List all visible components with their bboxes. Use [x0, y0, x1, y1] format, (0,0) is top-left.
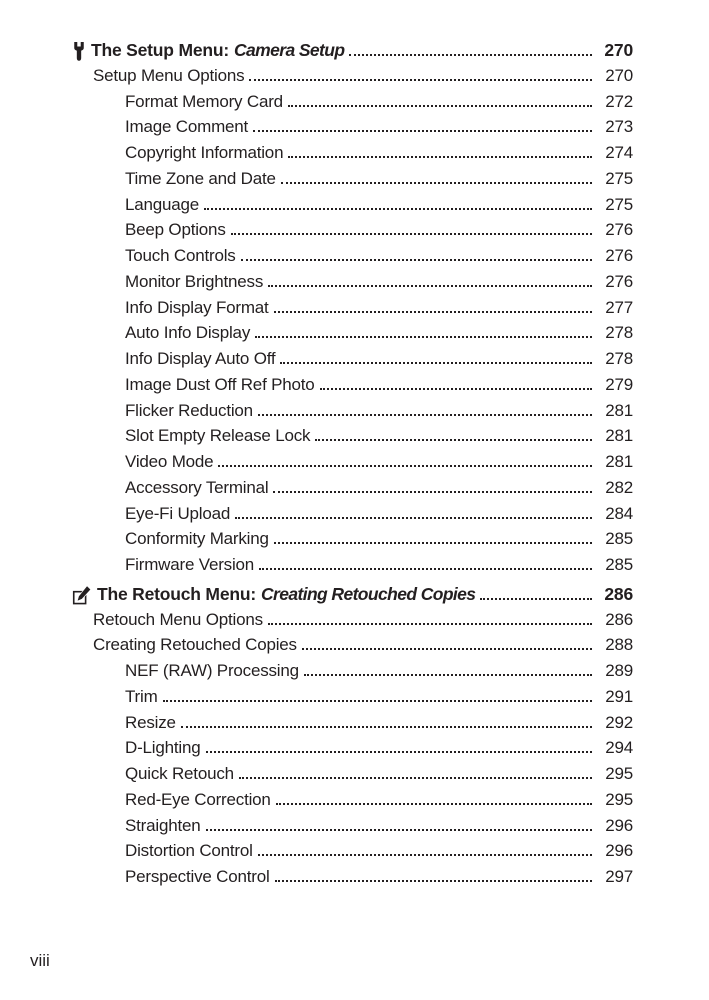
toc-entry-page-number: 284 — [605, 503, 633, 523]
toc-entry-page-number: 276 — [605, 271, 633, 291]
toc-entry-label: Image Comment — [125, 117, 249, 137]
dot-leader — [231, 233, 592, 235]
toc-heading-page-number: 286 — [604, 583, 633, 604]
toc-entry-label: Time Zone and Date — [125, 168, 276, 188]
toc-entry-label: Creating Retouched Copies — [93, 635, 297, 655]
toc-entry-page-number: 285 — [605, 555, 633, 574]
toc-entry[interactable] — [72, 760, 633, 786]
toc-entry-page-number: 273 — [605, 117, 633, 137]
dot-leader — [276, 803, 592, 805]
toc-entry-label: Resize — [125, 712, 176, 732]
toc-entry-page-number: 272 — [605, 91, 633, 111]
toc-heading-title: The Retouch Menu: — [97, 583, 256, 604]
dot-leader — [218, 465, 592, 467]
dot-leader — [241, 259, 592, 261]
toc-entry[interactable] — [72, 709, 633, 735]
table-of-contents — [72, 36, 633, 889]
toc-entry-page-number: 296 — [605, 815, 633, 835]
toc-entry-label: Info Display Format — [125, 297, 269, 317]
toc-section-heading[interactable] — [72, 36, 633, 62]
dot-leader — [288, 105, 592, 107]
toc-entry[interactable] — [72, 786, 633, 812]
toc-entry-page-number: 295 — [605, 789, 633, 809]
dot-leader — [204, 208, 592, 210]
toc-entry-label: Setup Menu Options — [93, 65, 245, 85]
toc-entry-page-number: 281 — [605, 426, 633, 446]
dot-leader — [302, 648, 592, 650]
dot-leader — [235, 517, 592, 519]
toc-entry-page-number: 277 — [605, 297, 633, 317]
dot-leader — [281, 182, 592, 184]
toc-entry[interactable] — [72, 500, 633, 526]
toc-entry-label: Straighten — [125, 815, 201, 835]
toc-entry-label: Firmware Version — [125, 555, 255, 574]
toc-entry-label: Format Memory Card — [125, 91, 283, 111]
toc-section-heading[interactable] — [72, 580, 633, 606]
dot-leader — [349, 54, 592, 56]
toc-entry-page-number: 281 — [605, 452, 633, 471]
toc-entry[interactable] — [72, 139, 633, 165]
toc-entry[interactable] — [72, 812, 633, 838]
dot-leader — [163, 700, 592, 702]
dot-leader — [253, 130, 592, 132]
toc-entry-label: Image Dust Off Ref Photo — [125, 374, 315, 394]
toc-entry[interactable] — [72, 551, 633, 577]
toc-entry[interactable] — [72, 683, 633, 709]
toc-entry-label: Beep Options — [125, 220, 226, 240]
toc-entry[interactable] — [72, 474, 633, 500]
toc-entry-page-number: 297 — [605, 867, 633, 886]
toc-entry-page-number: 294 — [605, 738, 633, 758]
toc-entry[interactable] — [72, 62, 633, 88]
toc-entry[interactable] — [72, 242, 633, 268]
toc-entry-label: Monitor Brightness — [125, 271, 264, 291]
toc-entry[interactable] — [72, 397, 633, 423]
toc-entry[interactable] — [72, 88, 633, 114]
toc-entry-page-number: 285 — [605, 529, 633, 549]
dot-leader — [206, 751, 593, 753]
toc-entry-page-number: 292 — [605, 712, 633, 732]
toc-heading-subtitle: Camera Setup — [233, 40, 345, 60]
toc-entry-label: Eye-Fi Upload — [125, 503, 231, 523]
dot-leader — [259, 568, 592, 570]
toc-entry-page-number: 288 — [605, 635, 633, 655]
toc-heading-subtitle: Creating Retouched Copies — [260, 583, 476, 604]
toc-entry-label: Language — [125, 194, 200, 214]
toc-entry[interactable] — [72, 657, 633, 683]
toc-heading-page-number: 270 — [604, 40, 633, 60]
toc-entry[interactable] — [72, 319, 633, 345]
dot-leader — [275, 880, 592, 882]
toc-entry-page-number: 289 — [605, 661, 633, 680]
toc-entry[interactable] — [72, 113, 633, 139]
toc-entry-page-number: 295 — [605, 764, 633, 783]
toc-entry-label: Slot Empty Release Lock — [125, 426, 311, 446]
toc-entry[interactable] — [72, 294, 633, 320]
toc-entry[interactable] — [72, 734, 633, 760]
toc-entry-label: Distortion Control — [125, 841, 253, 861]
folio-page-number: viii — [30, 951, 50, 970]
toc-entry[interactable] — [72, 345, 633, 371]
toc-entry[interactable] — [72, 837, 633, 863]
toc-heading-title: The Setup Menu: — [91, 40, 229, 60]
toc-entry-label: Copyright Information — [125, 143, 284, 162]
toc-entry-label: Quick Retouch — [125, 764, 234, 783]
toc-entry-label: Perspective Control — [125, 867, 270, 886]
toc-entry-page-number: 276 — [605, 220, 633, 240]
toc-entry[interactable] — [72, 863, 633, 889]
toc-entry-label: Retouch Menu Options — [93, 609, 263, 629]
dot-leader — [239, 777, 592, 779]
dot-leader — [258, 414, 592, 416]
toc-entry-page-number: 279 — [605, 374, 633, 394]
dot-leader — [206, 829, 593, 831]
dot-leader — [273, 491, 592, 493]
toc-entry[interactable] — [72, 525, 633, 551]
toc-entry-label: Touch Controls — [125, 246, 236, 265]
toc-entry[interactable] — [72, 165, 633, 191]
toc-entry-label: Info Display Auto Off — [125, 349, 276, 368]
toc-entry-page-number: 274 — [605, 143, 633, 162]
toc-entry[interactable] — [72, 631, 633, 657]
dot-leader — [274, 542, 592, 544]
toc-entry-label: NEF (RAW) Processing — [125, 661, 299, 680]
dot-leader — [249, 79, 592, 81]
toc-entry-label: Trim — [125, 686, 158, 706]
dot-leader — [288, 156, 592, 158]
toc-entry-page-number: 275 — [605, 168, 633, 188]
toc-entry[interactable] — [72, 268, 633, 294]
dot-leader — [268, 285, 592, 287]
dot-leader — [268, 623, 592, 625]
dot-leader — [280, 362, 592, 364]
toc-entry-page-number: 282 — [605, 477, 633, 497]
dot-leader — [181, 726, 592, 728]
wrench-setup-menu-icon — [72, 42, 86, 61]
toc-entry-label: Conformity Marking — [125, 529, 269, 549]
toc-entry[interactable] — [72, 606, 633, 632]
dot-leader — [255, 336, 592, 338]
dot-leader — [315, 439, 592, 441]
toc-entry-page-number: 278 — [605, 323, 633, 343]
toc-entry-page-number: 291 — [605, 686, 633, 706]
toc-entry-label: Video Mode — [125, 452, 214, 471]
toc-entry-label: Accessory Terminal — [125, 477, 269, 497]
toc-entry-page-number: 286 — [605, 609, 633, 629]
toc-entry[interactable] — [72, 191, 633, 217]
toc-entry-page-number: 281 — [605, 400, 633, 420]
dot-leader — [258, 854, 592, 856]
toc-entry[interactable] — [72, 448, 633, 474]
retouch-menu-icon — [72, 586, 92, 605]
toc-entry-label: Auto Info Display — [125, 323, 251, 343]
dot-leader — [274, 311, 592, 313]
toc-entry-page-number: 270 — [605, 65, 633, 85]
page-footer — [30, 951, 50, 971]
toc-entry-label: Flicker Reduction — [125, 400, 253, 420]
toc-entry-page-number: 296 — [605, 841, 633, 861]
toc-entry-label: Red-Eye Correction — [125, 789, 271, 809]
toc-entry-page-number: 275 — [605, 194, 633, 214]
toc-entry[interactable] — [72, 216, 633, 242]
toc-entry[interactable] — [72, 422, 633, 448]
toc-entry[interactable] — [72, 371, 633, 397]
dot-leader — [304, 674, 592, 676]
toc-entry-page-number: 276 — [605, 246, 633, 265]
toc-entry-page-number: 278 — [605, 349, 633, 368]
dot-leader — [320, 388, 592, 390]
dot-leader — [480, 598, 592, 600]
toc-entry-label: D-Lighting — [125, 738, 201, 758]
